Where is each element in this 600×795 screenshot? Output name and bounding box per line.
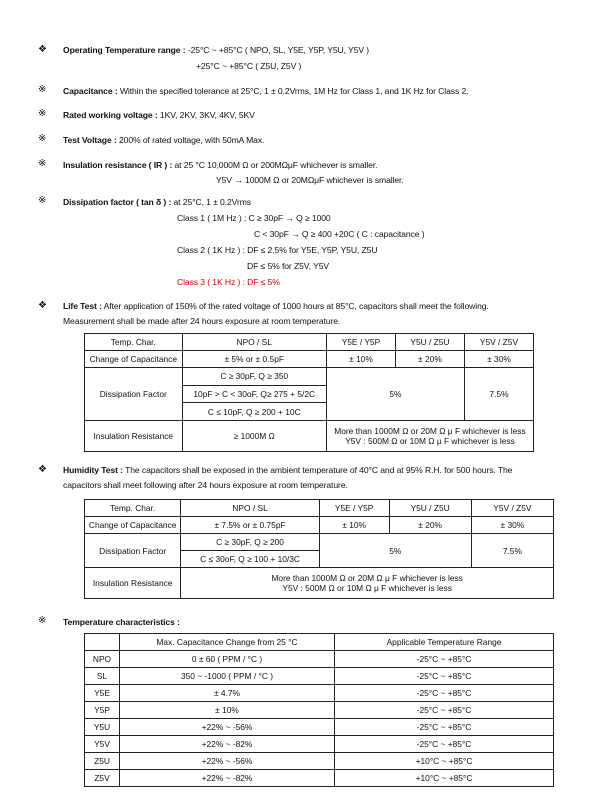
humidity-line	[63, 465, 512, 475]
cell: Change of Capacitance	[85, 351, 183, 368]
dissipation-label: Dissipation factor ( tan δ ) :	[63, 197, 172, 207]
op-temp-label: Operating Temperature range :	[63, 45, 186, 55]
th: Y5E / Y5P	[326, 334, 395, 351]
humidity-line2: capacitors shall meet following after 24 hours exposure at room temperature.	[63, 480, 348, 490]
th: Y5U / Z5U	[395, 334, 464, 351]
th: Max. Capacitance Change from 25 °C	[120, 634, 335, 651]
ir-line: More than 1000M Ω or 20M Ω μ F whichever is less	[271, 573, 463, 583]
cell: -25°C ~ +85°C	[335, 685, 554, 702]
op-temp-line	[63, 45, 369, 55]
cell: -25°C ~ +85°C	[335, 668, 554, 685]
ir-line: Y5V : 500M Ω or 10M Ω μ F whichever is less	[282, 583, 452, 593]
test-voltage-label: Test Voltage :	[63, 135, 117, 145]
life-test-table	[84, 333, 534, 452]
dissipation-line	[63, 197, 251, 207]
ref-bullet-icon: ※	[38, 108, 47, 119]
cell: 5%	[326, 368, 464, 421]
cell: Insulation Resistance	[85, 421, 183, 452]
ref-bullet-icon: ※	[38, 195, 47, 206]
cell: NPO	[85, 651, 120, 668]
diamond-bullet-icon: ❖	[38, 44, 47, 55]
ir-line: Y5V : 500M Ω or 10M Ω μ F whichever is less	[345, 436, 515, 446]
cell: ± 10%	[319, 517, 389, 534]
cell: ± 10%	[120, 702, 335, 719]
ref-bullet-icon: ※	[38, 133, 47, 144]
life-label: Life Test :	[63, 301, 102, 311]
cell: 7.5%	[471, 534, 553, 568]
humidity-value: The capacitors shall be exposed in the ambient temperature of 40°C and at 95% R.H. for 500 hours. The	[122, 465, 513, 475]
cell: 0 ± 60 ( PPM / °C )	[120, 651, 335, 668]
cell: ± 5% or ± 0.5pF	[182, 351, 326, 368]
cell: 350 ~ -1000 ( PPM / °C )	[120, 668, 335, 685]
cell: ± 30%	[471, 517, 553, 534]
cell: C ≤ 30oF, Q ≥ 100 + 10/3C	[181, 551, 319, 568]
cell: ± 20%	[389, 517, 471, 534]
cell: Dissipation Factor	[85, 368, 183, 421]
th	[85, 634, 120, 651]
th: Applicable Temperature Range	[335, 634, 554, 651]
ref-bullet-icon: ※	[38, 84, 47, 95]
cell: C ≥ 30pF, Q ≥ 350	[182, 368, 326, 386]
cell: -25°C ~ +85°C	[335, 736, 554, 753]
ir-line: More than 1000M Ω or 20M Ω μ F whichever is less	[334, 426, 526, 436]
cell: ± 30%	[464, 351, 533, 368]
tempchar-label: Temperature characteristics :	[63, 617, 180, 627]
cell: Z5U	[85, 753, 120, 770]
cell: C ≤ 10pF, Q ≥ 200 + 10C	[182, 403, 326, 421]
ref-bullet-icon: ※	[38, 615, 47, 626]
df-class3: Class 3 ( 1K Hz ) : DF ≤ 5%	[177, 277, 280, 287]
insulation-value: at 25 °C 10,000M Ω or 200MΩμF whichever is smaller.	[172, 160, 378, 170]
cell: +22% ~ -56%	[120, 719, 335, 736]
diamond-bullet-icon: ❖	[38, 464, 47, 475]
cell: -25°C ~ +85°C	[335, 651, 554, 668]
op-temp-value: -25°C ~ +85°C ( NPO, SL, Y5E, Y5P, Y5U, Y5V )	[185, 45, 370, 55]
cell: +10°C ~ +85°C	[335, 770, 554, 787]
cell: Z5V	[85, 770, 120, 787]
cell: Insulation Resistance	[85, 568, 181, 599]
life-line2: Measurement shall be made after 24 hours exposure at room temperature.	[63, 316, 341, 326]
cell: ± 7.5% or ± 0.75pF	[181, 517, 319, 534]
test-voltage-value: 200% of rated voltage, with 50mA Max.	[116, 135, 265, 145]
cell: Y5V	[85, 736, 120, 753]
op-temp-line2: +25°C ~ +85°C ( Z5U, Z5V )	[196, 61, 302, 71]
humidity-label: Humidity Test :	[63, 465, 123, 475]
th: Y5U / Z5U	[389, 500, 471, 517]
cell: C ≥ 30pF, Q ≥ 200	[181, 534, 319, 551]
th: Y5E / Y5P	[319, 500, 389, 517]
cell: Y5P	[85, 702, 120, 719]
temp-char-table	[84, 633, 554, 787]
dissipation-value: at 25°C, 1 ± 0.2Vrms	[171, 197, 251, 207]
cell: Y5U	[85, 719, 120, 736]
cell: ± 4.7%	[120, 685, 335, 702]
th: Temp. Char.	[85, 500, 181, 517]
cell: +10°C ~ +85°C	[335, 753, 554, 770]
cell: 5%	[319, 534, 471, 568]
cell: +22% ~ -82%	[120, 770, 335, 787]
cell: ≥ 1000M Ω	[182, 421, 326, 452]
cell: +22% ~ -82%	[120, 736, 335, 753]
rated-label: Rated working voltage :	[63, 110, 158, 120]
diamond-bullet-icon: ❖	[38, 300, 47, 311]
cell: ± 20%	[395, 351, 464, 368]
th: Y5V / Z5V	[464, 334, 533, 351]
df-class2b: DF ≤ 5% for Z5V, Y5V	[247, 261, 330, 271]
cell	[181, 568, 554, 599]
df-class2: Class 2 ( 1K Hz ) : DF ≤ 2.5% for Y5E, Y5P, Y5U, Z5U	[177, 245, 378, 255]
cell: SL	[85, 668, 120, 685]
cell: -25°C ~ +85°C	[335, 702, 554, 719]
cell: +22% ~ -56%	[120, 753, 335, 770]
th: NPO / SL	[182, 334, 326, 351]
cell: -25°C ~ +85°C	[335, 719, 554, 736]
rated-value: 1KV, 2KV, 3KV, 4KV, 5KV	[157, 110, 255, 120]
th: NPO / SL	[181, 500, 319, 517]
th: Y5V / Z5V	[471, 500, 553, 517]
insulation-line	[63, 160, 377, 170]
df-class1: Class 1 ( 1M Hz ) : C ≥ 30pF → Q ≥ 1000	[177, 213, 331, 223]
cell: Dissipation Factor	[85, 534, 181, 568]
cell: 7.5%	[464, 368, 533, 421]
life-value: After application of 150% of the rated voltage of 1000 hours at 85°C, capacitors shall meet the following.	[101, 301, 489, 311]
humidity-test-table	[84, 499, 554, 599]
cell: 10pF > C < 30oF, Q≥ 275 + 5/2C	[182, 385, 326, 403]
insulation-label: Insulation resistance ( IR ) :	[63, 160, 173, 170]
th: Temp. Char.	[85, 334, 183, 351]
capacitance-line	[63, 86, 468, 96]
cell: Change of Capacitance	[85, 517, 181, 534]
df-class1b: C < 30pF → Q ≥ 400 +20C ( C : capacitance )	[254, 229, 425, 239]
cell	[326, 421, 533, 452]
life-line	[63, 301, 489, 311]
capacitance-value: Within the specified tolerance at 25°C, 1 ± 0.2Vrms, 1M Hz for Class 1, and 1K Hz for Class 2.	[117, 86, 469, 96]
rated-line	[63, 110, 255, 120]
capacitance-label: Capacitance :	[63, 86, 118, 96]
cell: Y5E	[85, 685, 120, 702]
insulation-line2: Y5V → 1000M Ω or 20MΩμF whichever is smaller.	[216, 175, 404, 185]
ref-bullet-icon: ※	[38, 158, 47, 169]
test-voltage-line	[63, 135, 264, 145]
cell: ± 10%	[326, 351, 395, 368]
